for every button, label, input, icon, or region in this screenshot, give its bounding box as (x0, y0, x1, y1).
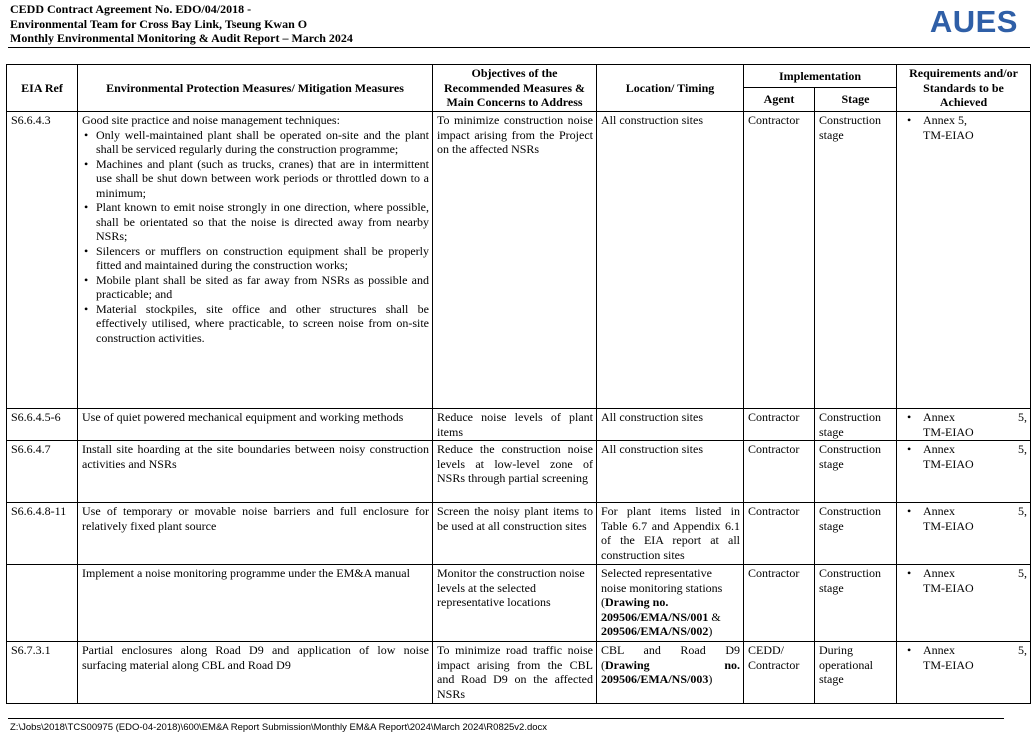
table-row (7, 565, 1031, 642)
measure-intro: Good site practice and noise management techniques: (82, 113, 340, 127)
requirement-cell (897, 409, 1031, 441)
measure-list (82, 128, 429, 346)
header-objectives: Objectives of the Recommended Measures & Main Concerns to Address (433, 65, 597, 112)
measure-cell: Use of temporary or movable noise barriers and full enclosure for relatively fixed plant source (78, 503, 433, 565)
requirement-standard: TM-EIAO (923, 424, 974, 439)
location-text: ) (708, 672, 713, 686)
requirement-cell (897, 503, 1031, 565)
drawing-reference: Drawing no. 209506/EMA/NS/003 (601, 657, 740, 686)
stage-cell: During operational stage (815, 642, 897, 704)
stage-cell: Construction stage (815, 503, 897, 565)
list-item: • Plant known to emit noise strongly in one direction, where possible, shall be orientated so that the noise is directed away from nearby NSRs; (96, 200, 429, 244)
list-item: • Mobile plant shall be sited as far away from NSRs as possible and practicable; and (96, 273, 429, 302)
requirement-standard: TM-EIAO (923, 518, 974, 533)
requirement-annex-number: 5, (1018, 410, 1027, 424)
drawing-reference: 209506/EMA/NS/002 (601, 624, 709, 638)
aues-logo: AUES (929, 4, 1018, 39)
footer-rule (8, 718, 1004, 719)
table-row (7, 441, 1031, 503)
header-rule (8, 47, 1030, 48)
team-title: Environmental Team for Cross Bay Link, Tseung Kwan O (10, 16, 308, 31)
requirement-annex: • Annex (923, 504, 955, 518)
eia-ref-cell: S6.6.4.5-6 (7, 409, 78, 441)
list-item: • Material stockpiles, site office and other structures shall be effectively utilised, where practicable, to screen noise from on-site construction activities. (96, 302, 429, 346)
report-header (10, 2, 1022, 46)
drawing-reference: Drawing no. 209506/EMA/NS/001 (601, 595, 709, 624)
measure-cell: Implement a noise monitoring programme under the EM&A manual (78, 565, 433, 642)
objective-cell: Screen the noisy plant items to be used at all construction sites (433, 503, 597, 565)
stage-cell: Construction stage (815, 441, 897, 503)
requirement-standard: TM-EIAO (923, 657, 974, 672)
location-text: Selected representative noise monitoring stations ( (601, 566, 723, 609)
measure-cell: Install site hoarding at the site boundaries between noisy construction activities and NSRs (78, 441, 433, 503)
measure-cell: Partial enclosures along Road D9 and application of low noise surfacing material along CBL and Road D9 (78, 642, 433, 704)
stage-cell: Construction stage (815, 565, 897, 642)
requirement-annex: • Annex (923, 643, 955, 657)
requirement-cell (897, 642, 1031, 704)
stage-cell: Construction stage (815, 409, 897, 441)
stage-cell: Construction stage (815, 112, 897, 409)
agent-cell: Contractor (744, 409, 815, 441)
location-cell: All construction sites (597, 409, 744, 441)
objective-cell: Reduce noise levels of plant items (433, 409, 597, 441)
measure-cell (78, 112, 433, 409)
agent-cell: Contractor (744, 441, 815, 503)
requirement-standard: TM-EIAO (923, 580, 974, 595)
location-text: & (708, 609, 721, 624)
requirement-annex: • Annex (923, 442, 955, 456)
header-location: Location/ Timing (597, 65, 744, 112)
header-eia-ref: EIA Ref (7, 65, 78, 112)
contract-title: CEDD Contract Agreement No. EDO/04/2018 - (10, 2, 252, 16)
eia-ref-cell: S6.6.4.3 (7, 112, 78, 409)
location-cell (597, 565, 744, 642)
requirement-annex-number: 5, (1018, 442, 1027, 456)
eia-ref-cell (7, 565, 78, 642)
location-cell: All construction sites (597, 112, 744, 409)
list-item: • Only well-maintained plant shall be operated on-site and the plant shall be serviced regularly during the construction programme; (96, 128, 429, 157)
file-path-footer: Z:\Jobs\2018\TCS00975 (EDO-04-2018)\600\EM&A Report Submission\Monthly EM&A Report\2024\March 2024\R0825v2.docx (10, 722, 548, 733)
agent-cell: Contractor (744, 112, 815, 409)
requirement-standard: TM-EIAO (923, 456, 974, 471)
location-text: CBL and Road D9 ( (601, 643, 740, 672)
location-cell: All construction sites (597, 441, 744, 503)
requirement-annex: • Annex 5, (923, 113, 967, 127)
requirement-cell (897, 565, 1031, 642)
header-stage: Stage (815, 88, 897, 112)
eia-ref-cell: S6.6.4.8-11 (7, 503, 78, 565)
mitigation-measures-table (6, 64, 1031, 704)
requirement-annex-number: 5, (1018, 643, 1027, 657)
requirement-annex: • Annex (923, 566, 955, 580)
location-cell (597, 642, 744, 704)
location-cell: For plant items listed in Table 6.7 and Appendix 6.1 of the EIA report at all construction sites (597, 503, 744, 565)
requirement-annex-number: 5, (1018, 566, 1027, 580)
agent-cell: Contractor (744, 565, 815, 642)
requirement-cell (897, 112, 1031, 409)
requirement-cell (897, 441, 1031, 503)
requirement-annex-number: 5, (1018, 504, 1027, 518)
header-measures: Environmental Protection Measures/ Mitigation Measures (78, 65, 433, 112)
eia-ref-cell: S6.6.4.7 (7, 441, 78, 503)
objective-cell: Monitor the construction noise levels at the selected representative locations (433, 565, 597, 642)
measure-cell: Use of quiet powered mechanical equipment and working methods (78, 409, 433, 441)
requirement-standard: TM-EIAO (923, 127, 974, 142)
table-row (7, 112, 1031, 409)
objective-cell: To minimize construction noise impact arising from the Project on the affected NSRs (433, 112, 597, 409)
header-requirements: Requirements and/or Standards to be Achieved (897, 65, 1031, 112)
list-item: • Silencers or mufflers on construction equipment shall be properly fitted and maintained during the construction works; (96, 244, 429, 273)
table-row (7, 642, 1031, 704)
table-row (7, 409, 1031, 441)
table-row (7, 503, 1031, 565)
requirement-annex: • Annex (923, 410, 955, 424)
agent-cell: Contractor (744, 503, 815, 565)
objective-cell: To minimize road traffic noise impact arising from the CBL and Road D9 on the affected NSRs (433, 642, 597, 704)
agent-cell: CEDD/ Contractor (744, 642, 815, 704)
header-agent: Agent (744, 88, 815, 112)
objective-cell: Reduce the construction noise levels at low-level zone of NSRs through partial screening (433, 441, 597, 503)
eia-ref-cell: S6.7.3.1 (7, 642, 78, 704)
header-implementation: Implementation (744, 65, 897, 88)
list-item: • Machines and plant (such as trucks, cranes) that are in intermittent use shall be shut down between work periods or throttled down to a minimum; (96, 157, 429, 201)
location-text: ) (708, 624, 713, 638)
report-title: Monthly Environmental Monitoring & Audit Report – March 2024 (10, 31, 353, 45)
